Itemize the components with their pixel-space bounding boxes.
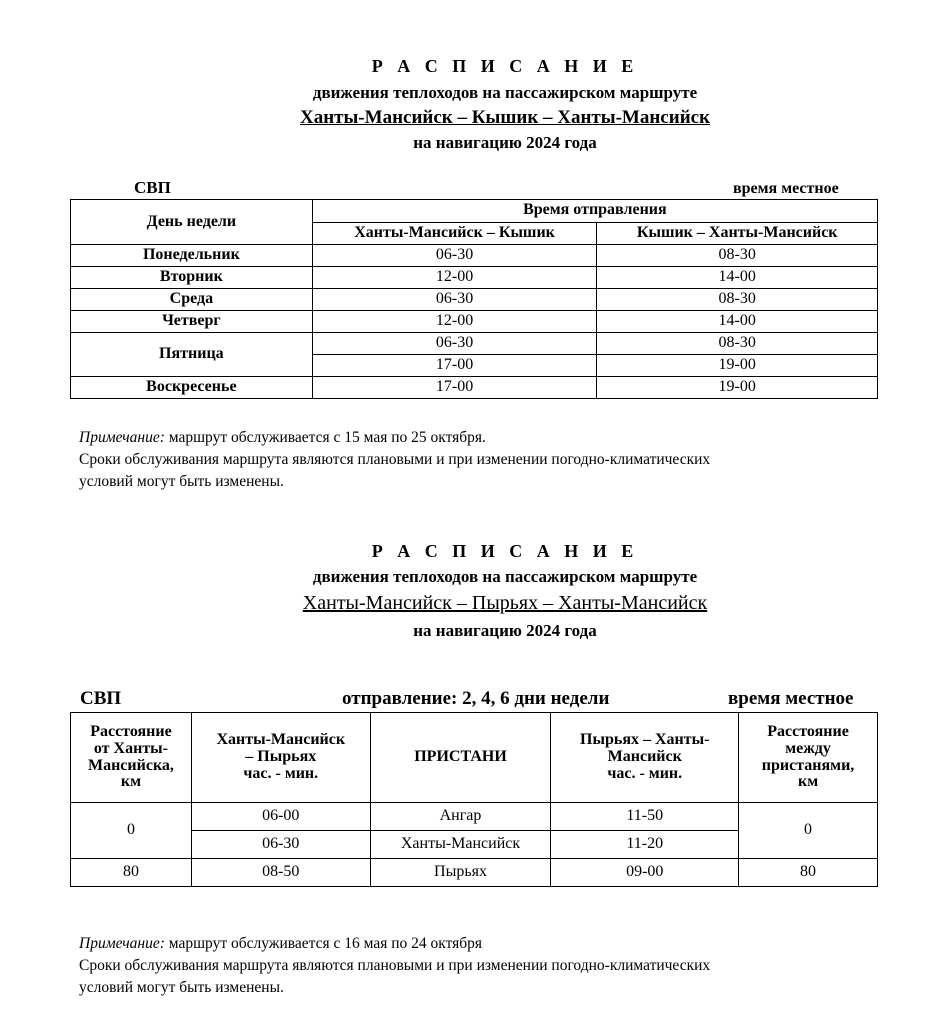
schedule-1-period: на навигацию 2024 года	[413, 133, 597, 152]
time-cell: 06-30	[191, 831, 370, 859]
schedule-2-time-note: время местное	[728, 688, 854, 709]
day-cell: Вторник	[71, 267, 313, 289]
table-row	[71, 245, 878, 267]
day-cell: Понедельник	[71, 245, 313, 267]
day-cell: Воскресенье	[71, 377, 313, 399]
table-row	[71, 803, 878, 831]
note-text: маршрут обслуживается с 15 мая по 25 октября.	[164, 429, 486, 446]
schedule-1-vessel: СВП	[134, 178, 171, 197]
day-cell: Пятница	[71, 333, 313, 377]
time-cell: 08-30	[597, 289, 878, 311]
time-cell: 11-20	[551, 831, 739, 859]
time-cell: 17-00	[312, 355, 597, 377]
schedule-2-table	[70, 712, 878, 887]
table-row	[71, 311, 878, 333]
table-row	[71, 377, 878, 399]
schedule-2-departure-days: отправление: 2, 4, 6 дни недели	[342, 688, 610, 709]
table-row	[71, 289, 878, 311]
time-cell: 06-30	[312, 245, 597, 267]
note-label: Примечание:	[79, 935, 165, 952]
header-direction-1: Ханты-Мансийск – Кышик	[312, 222, 597, 245]
schedule-1-note	[79, 427, 710, 493]
schedule-2-vessel: СВП	[80, 688, 122, 709]
schedule-2-title: Р А С П И С А Н И Е	[371, 541, 639, 561]
time-cell: 12-00	[312, 267, 597, 289]
header-direction-1: Ханты-Мансийск – Пырьях час. - мин.	[191, 713, 370, 803]
pier-cell: Ангар	[370, 803, 551, 831]
time-cell: 08-50	[191, 859, 370, 887]
table-row	[71, 333, 878, 355]
header-direction-2: Кышик – Ханты-Мансийск	[597, 222, 878, 245]
note-line-2: Сроки обслуживания маршрута являются плановыми и при изменении погодно-климатических	[79, 451, 711, 468]
time-cell: 06-00	[191, 803, 370, 831]
distance-between-cell: 80	[739, 859, 878, 887]
schedule-1-route: Ханты-Мансийск – Кышик – Ханты-Мансийск	[299, 107, 711, 128]
schedule-2-period: на навигацию 2024 года	[413, 621, 597, 640]
table-row	[71, 267, 878, 289]
time-cell: 06-30	[312, 333, 597, 355]
table-header-row	[71, 713, 878, 803]
note-line-3: условий могут быть изменены.	[79, 979, 284, 996]
note-line-2: Сроки обслуживания маршрута являются плановыми и при изменении погодно-климатических	[79, 957, 711, 974]
table-header-row	[71, 200, 878, 223]
pier-cell: Пырьях	[370, 859, 551, 887]
schedule-1-title: Р А С П И С А Н И Е	[371, 56, 639, 76]
note-text: маршрут обслуживается с 16 мая по 24 октября	[164, 935, 483, 952]
time-cell: 19-00	[597, 377, 878, 399]
note-label: Примечание:	[79, 429, 165, 446]
schedule-2-subtitle: движения теплоходов на пассажирском маршруте	[312, 567, 698, 586]
schedule-2-note	[79, 933, 710, 999]
header-direction-2: Пырьях – Ханты- Мансийск час. - мин.	[551, 713, 739, 803]
day-cell: Среда	[71, 289, 313, 311]
day-cell: Четверг	[71, 311, 313, 333]
time-cell: 17-00	[312, 377, 597, 399]
time-cell: 09-00	[551, 859, 739, 887]
time-cell: 19-00	[597, 355, 878, 377]
time-cell: 11-50	[551, 803, 739, 831]
distance-from-cell: 0	[71, 803, 192, 859]
time-cell: 14-00	[597, 267, 878, 289]
time-cell: 14-00	[597, 311, 878, 333]
note-line-3: условий могут быть изменены.	[79, 473, 284, 490]
schedule-2-route: Ханты-Мансийск – Пырьях – Ханты-Мансийск	[302, 592, 708, 614]
schedule-1-subtitle: движения теплоходов на пассажирском маршруте	[312, 83, 698, 102]
header-day: День недели	[71, 200, 313, 245]
time-cell: 08-30	[597, 333, 878, 355]
header-distance-between: Расстояние между пристанями, км	[739, 713, 878, 803]
header-departure: Время отправления	[312, 200, 877, 223]
header-piers: ПРИСТАНИ	[370, 713, 551, 803]
time-cell: 08-30	[597, 245, 878, 267]
schedule-1-time-note: время местное	[733, 180, 839, 197]
pier-cell: Ханты-Мансийск	[370, 831, 551, 859]
header-distance-from: Расстояние от Ханты- Мансийска, км	[71, 713, 192, 803]
time-cell: 12-00	[312, 311, 597, 333]
distance-from-cell: 80	[71, 859, 192, 887]
time-cell: 06-30	[312, 289, 597, 311]
table-row	[71, 859, 878, 887]
schedule-1-table	[70, 199, 878, 399]
distance-between-cell: 0	[739, 803, 878, 859]
